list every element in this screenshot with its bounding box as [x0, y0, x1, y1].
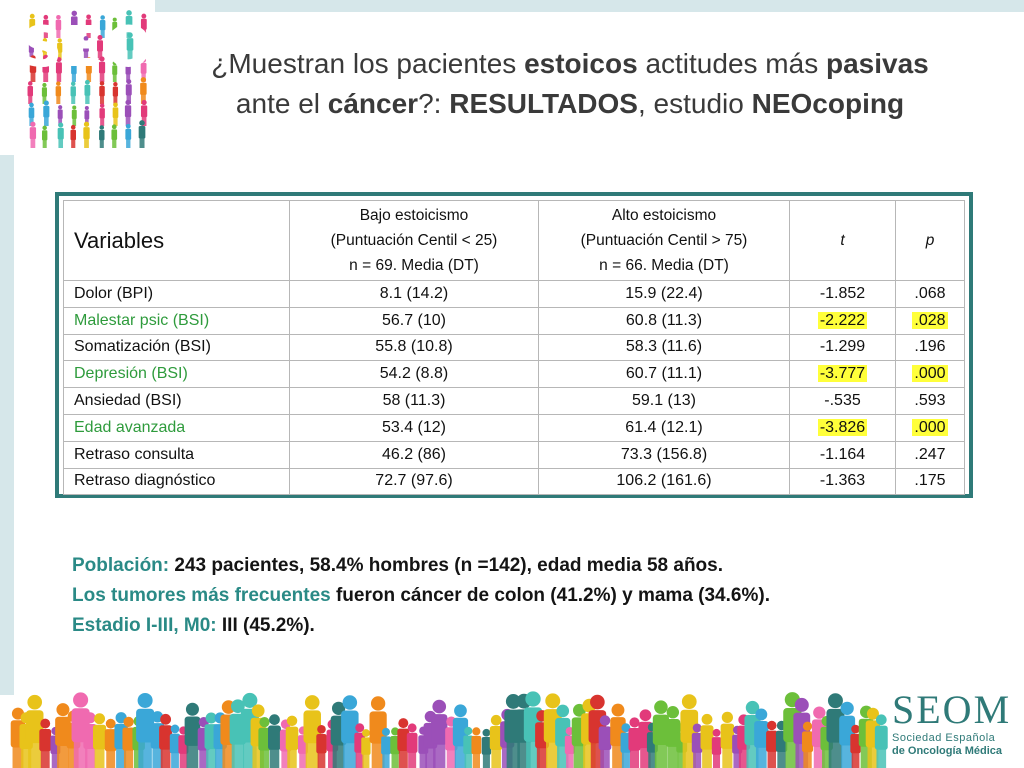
t-value: -1.852: [819, 284, 866, 302]
cell-p: [896, 361, 965, 388]
cell-low: 54.2 (8.8): [290, 361, 539, 388]
person-figure: [482, 729, 491, 768]
table-row: [64, 361, 965, 388]
p-value-highlighted: .028: [914, 311, 946, 329]
table-header-row: [64, 201, 965, 281]
title-bold: RESULTADOS: [449, 88, 638, 119]
header-line: Alto estoicismo: [611, 207, 717, 224]
cell-high: 59.1 (13): [539, 388, 790, 415]
table-body: [64, 281, 965, 495]
logo-text: SEOM: [22, 15, 212, 80]
header-line: n = 69. Media (DT): [349, 257, 479, 274]
cell-variable: Dolor (BPI): [64, 281, 290, 308]
person-figure: [407, 723, 418, 768]
summary-text: fueron cáncer de colon (41.2%) y mama (34.6%).: [330, 585, 770, 606]
person-figure: [599, 715, 612, 768]
cell-variable: Ansiedad (BSI): [64, 388, 290, 415]
cell-p: [896, 468, 965, 495]
cell-p: [896, 307, 965, 334]
footer-logo-title: SEOM: [892, 687, 1012, 732]
cell-variable: Retraso consulta: [64, 441, 290, 468]
cell-p: [896, 414, 965, 441]
t-value: -1.164: [819, 445, 866, 463]
header-line: (Puntuación Centil > 75): [580, 232, 748, 249]
person-figure: [802, 722, 813, 768]
table-row: [64, 388, 965, 415]
person-figure: [286, 716, 299, 768]
person-figure: [712, 729, 721, 768]
summary-text: 243 pacientes, 58.4% hombres (n =142), edad media 58 años.: [169, 555, 724, 576]
t-value: -.535: [824, 392, 861, 410]
results-table: [63, 200, 965, 495]
summary-line-stage: [72, 611, 972, 641]
title-part: ante el: [235, 88, 328, 119]
cell-high: 15.9 (22.4): [539, 281, 790, 308]
cell-t: [790, 414, 896, 441]
cell-high: 60.8 (11.3): [539, 307, 790, 334]
top-frame-bar: [155, 0, 1024, 12]
person-figure: [431, 700, 447, 768]
header-line: Bajo estoicismo: [359, 207, 469, 224]
person-figure: [361, 729, 370, 768]
header-t: t: [790, 201, 896, 281]
person-figure: [268, 714, 281, 768]
cell-high: 60.7 (11.1): [539, 361, 790, 388]
title-bold: estoicos: [524, 48, 638, 79]
table-row: [64, 307, 965, 334]
footer-logo-line2: de Oncología Médica: [892, 745, 1003, 757]
cell-high: 61.4 (12.1): [539, 414, 790, 441]
table-row: [64, 334, 965, 361]
cell-low: 53.4 (12): [290, 414, 539, 441]
cell-p: [896, 441, 965, 468]
table-row: [64, 414, 965, 441]
header-variables: Variables: [64, 201, 290, 281]
cell-t: [790, 468, 896, 495]
person-figure: [766, 721, 777, 768]
results-table-frame: [55, 192, 973, 498]
cell-variable: Malestar psic (BSI): [64, 307, 290, 334]
table-row: [64, 468, 965, 495]
t-value: -1.299: [819, 338, 866, 356]
title-bold: cáncer: [327, 88, 419, 119]
t-value: -1.363: [819, 472, 866, 490]
seom-crowd-logo: [22, 8, 212, 148]
title-part: , estudio: [637, 88, 752, 119]
summary-label: Los tumores más frecuentes: [72, 585, 331, 606]
title-part: ¿Muestran los pacientes: [211, 48, 525, 79]
p-value: .068: [914, 284, 946, 302]
p-value-highlighted: .000: [914, 365, 946, 383]
header-p: p: [896, 201, 965, 281]
cell-low: 55.8 (10.8): [290, 334, 539, 361]
p-value-highlighted: .000: [914, 418, 946, 436]
cell-variable: Depresión (BSI): [64, 361, 290, 388]
summary-text: III (45.2%).: [216, 615, 315, 636]
title-part: actitudes más: [637, 48, 826, 79]
footer-logo-line1: Sociedad Española: [892, 732, 996, 744]
person-figure: [93, 713, 106, 768]
title-bold: pasivas: [825, 48, 929, 79]
cell-variable: Edad avanzada: [64, 414, 290, 441]
person-figure: [701, 714, 714, 768]
cell-p: [896, 388, 965, 415]
left-frame-bar: [0, 155, 14, 695]
cell-variable: Retraso diagnóstico: [64, 468, 290, 495]
table-row: [64, 441, 965, 468]
cell-low: 8.1 (14.2): [290, 281, 539, 308]
p-value: .247: [914, 445, 946, 463]
cell-p: [896, 281, 965, 308]
cell-low: 58 (11.3): [290, 388, 539, 415]
title-part: ?:: [418, 88, 450, 119]
cell-t: [790, 441, 896, 468]
cell-t: [790, 281, 896, 308]
cell-p: [896, 334, 965, 361]
title-bold: NEOcoping: [751, 88, 905, 119]
summary-line-population: [72, 551, 972, 581]
p-value: .593: [914, 392, 946, 410]
person-figure: [39, 719, 51, 768]
cell-high: 58.3 (11.6): [539, 334, 790, 361]
summary-label: Población:: [72, 555, 170, 576]
t-value-highlighted: -2.222: [819, 311, 866, 329]
person-figure: [875, 714, 888, 768]
cell-high: 73.3 (156.8): [539, 441, 790, 468]
header-low-stoicism: [290, 201, 539, 281]
p-value: .196: [914, 338, 946, 356]
cell-variable: Somatización (BSI): [64, 334, 290, 361]
cell-t: [790, 361, 896, 388]
t-value-highlighted: -3.826: [819, 418, 866, 436]
summary-line-tumors: [72, 581, 972, 611]
crowd-illustration: [10, 685, 890, 768]
cell-t: [790, 307, 896, 334]
p-value: .175: [914, 472, 946, 490]
person-figure: [316, 725, 326, 768]
person-figure: [471, 727, 481, 768]
cell-t: [790, 388, 896, 415]
cell-high: 106.2 (161.6): [539, 468, 790, 495]
t-value-highlighted: -3.777: [819, 365, 866, 383]
person-figure: [381, 728, 391, 768]
cell-low: 46.2 (86): [290, 441, 539, 468]
summary-label: Estadio I-III, M0:: [72, 615, 217, 636]
cell-low: 56.7 (10): [290, 307, 539, 334]
table-row: [64, 281, 965, 308]
header-line: (Puntuación Centil < 25): [330, 232, 498, 249]
header-line: n = 66. Media (DT): [599, 257, 729, 274]
cell-low: 72.7 (97.6): [290, 468, 539, 495]
population-summary: [72, 551, 972, 641]
header-high-stoicism: [539, 201, 790, 281]
person-figure: [721, 712, 734, 768]
footer-seom-logo: [892, 688, 1017, 766]
slide-title: [170, 44, 970, 124]
cell-t: [790, 334, 896, 361]
